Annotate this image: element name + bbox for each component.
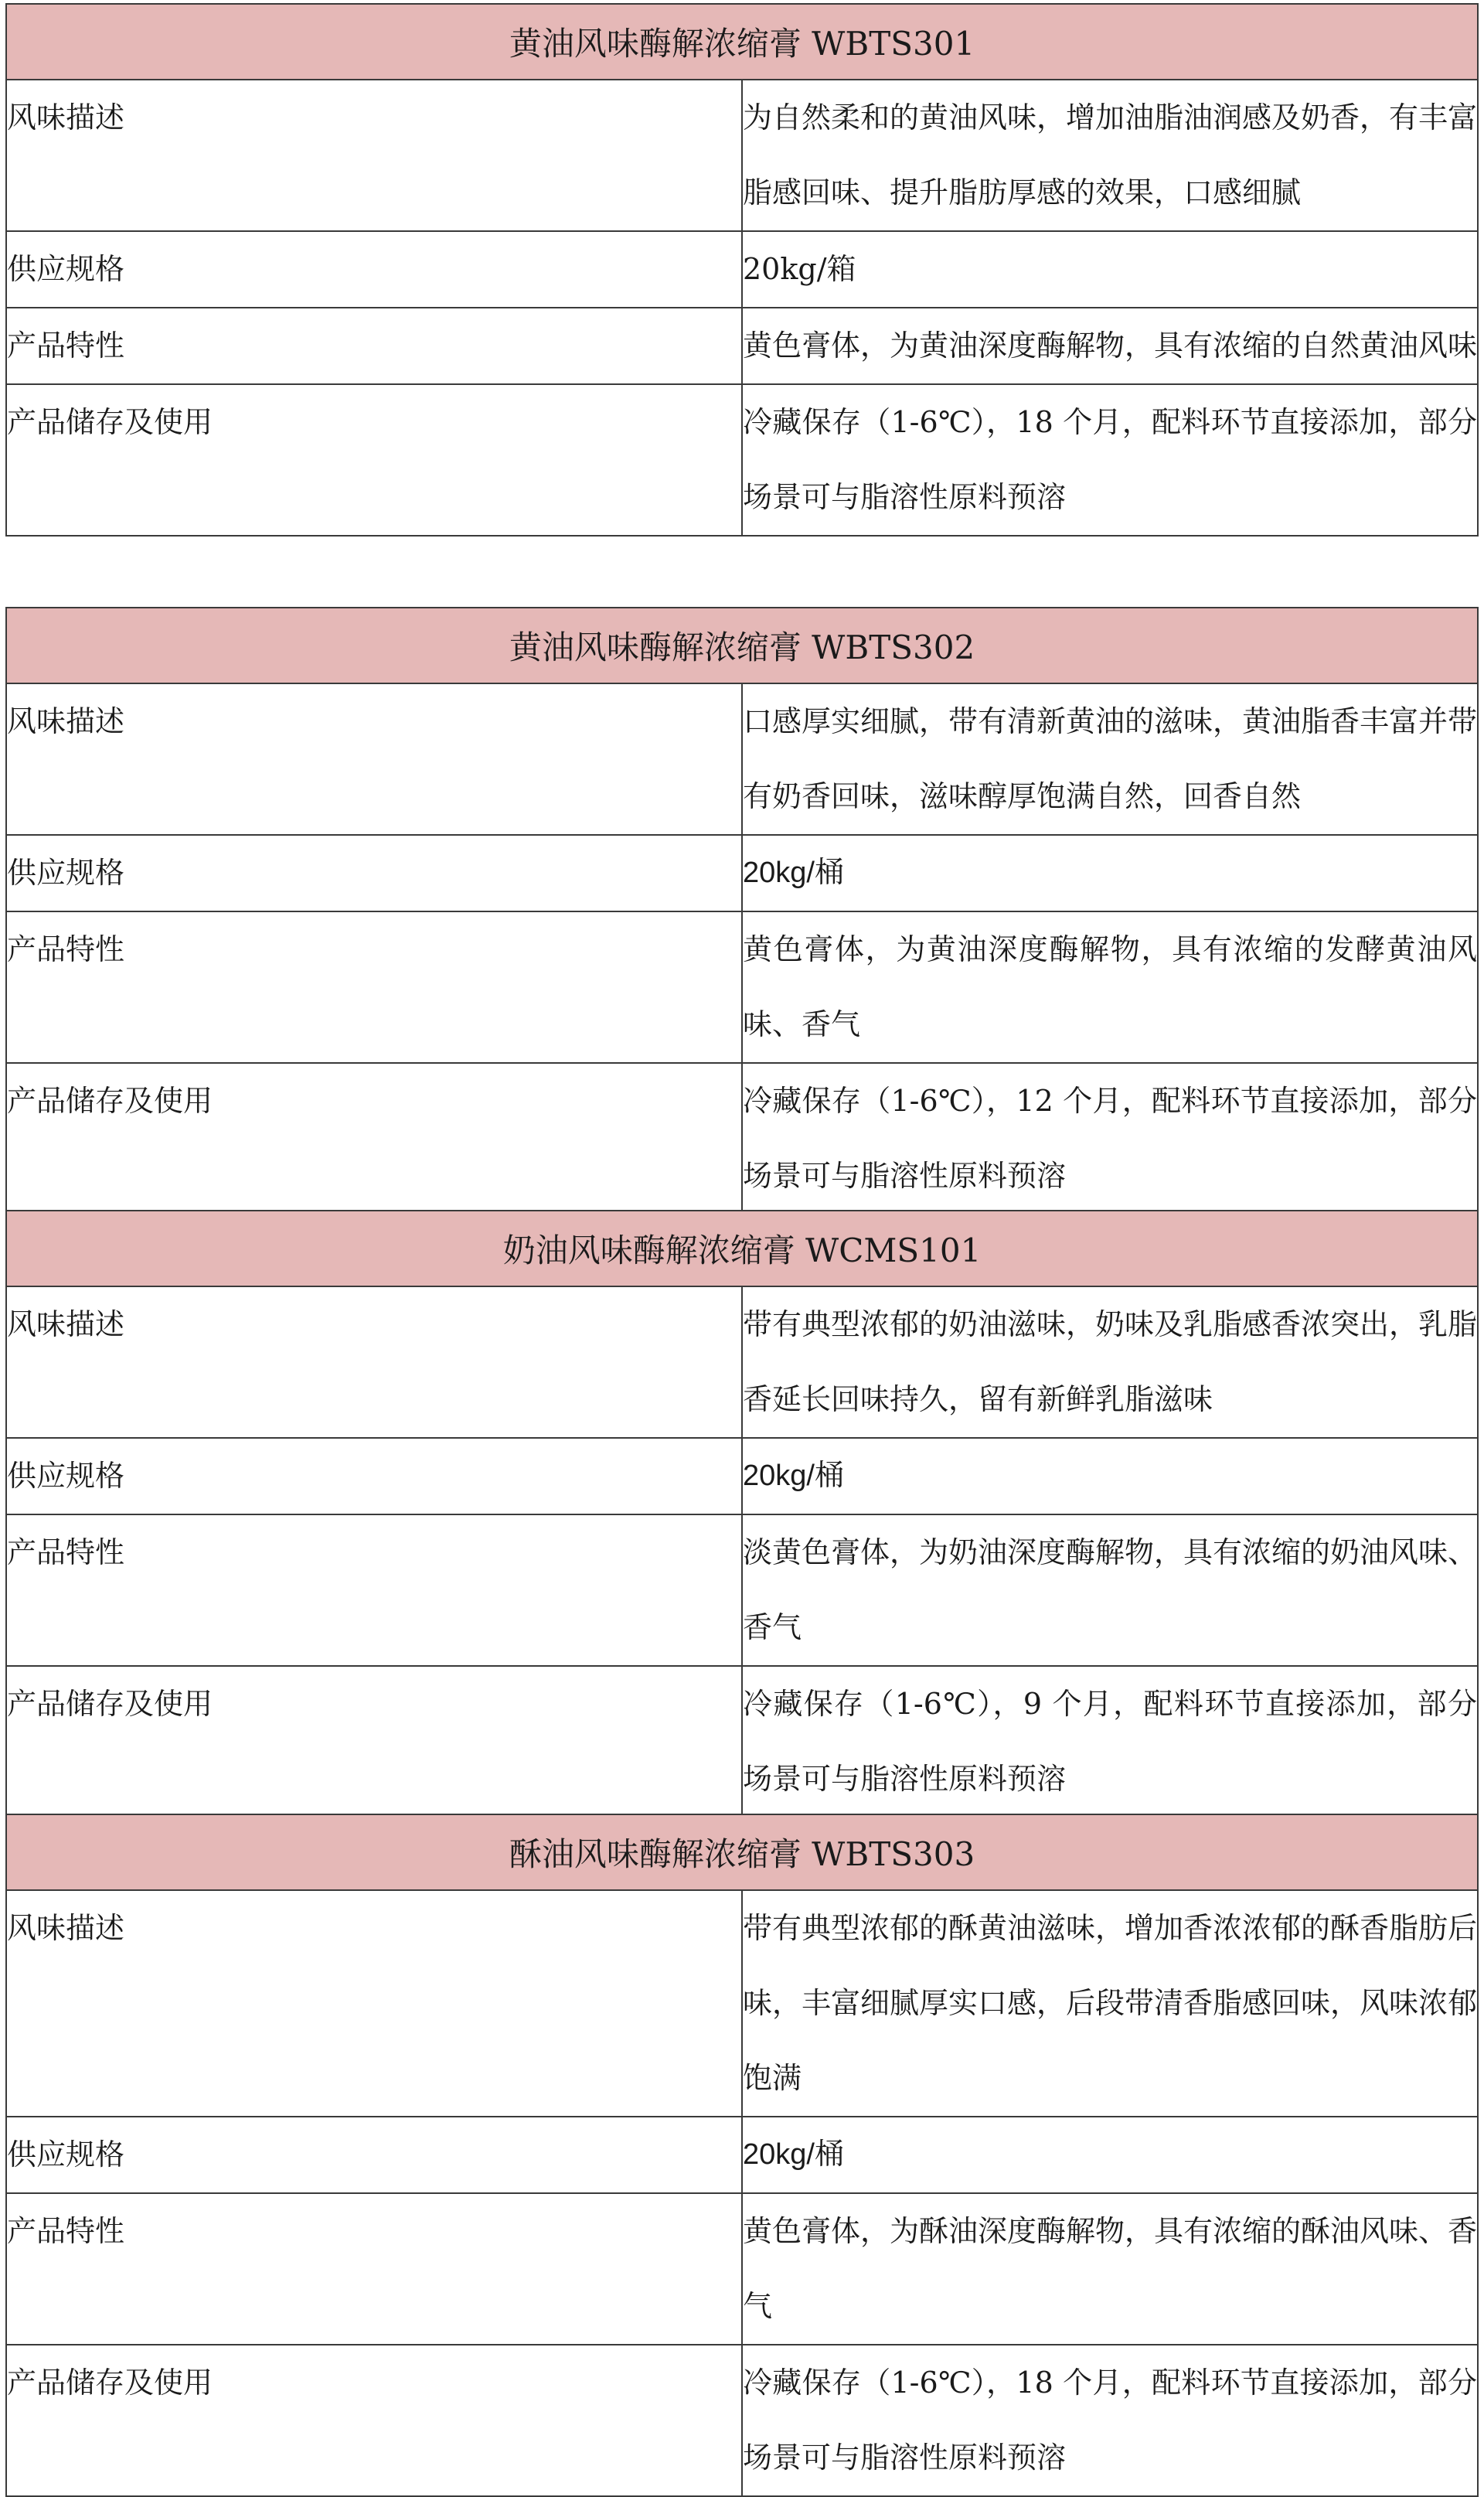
flavor-value: 为自然柔和的黄油风味，增加油脂油润感及奶香，有丰富脂感回味、提升脂肪厚感的效果，口感细腻 [742,80,1478,231]
flavor-label: 风味描述 [6,80,742,231]
spec-value: 20kg/桶 [742,835,1478,911]
flavor-value: 带有典型浓郁的奶油滋味，奶味及乳脂感香浓突出，乳脂香延长回味持久，留有新鲜乳脂滋味 [742,1286,1478,1438]
feature-value: 黄色膏体，为黄油深度酶解物，具有浓缩的发酵黄油风味、香气 [742,911,1478,1063]
spec-value: 20kg/箱 [742,231,1478,308]
feature-value: 淡黄色膏体，为奶油深度酶解物，具有浓缩的奶油风味、香气 [742,1514,1478,1666]
product-title: 黄油风味酶解浓缩膏 WBTS301 [6,4,1478,80]
spec-label: 供应规格 [6,835,742,911]
storage-label: 产品储存及使用 [6,2345,742,2496]
product-title: 奶油风味酶解浓缩膏 WCMS101 [6,1211,1478,1286]
spec-value: 20kg/桶 [742,1438,1478,1514]
storage-value: 冷藏保存（1-6℃），18 个月，配料环节直接添加，部分场景可与脂溶性原料预溶 [742,2345,1478,2496]
storage-value: 冷藏保存（1-6℃），9 个月，配料环节直接添加，部分场景可与脂溶性原料预溶 [742,1666,1478,1817]
flavor-value: 口感厚实细腻，带有清新黄油的滋味，黄油脂香丰富并带有奶香回味，滋味醇厚饱满自然，回香自然 [742,683,1478,835]
flavor-value: 带有典型浓郁的酥黄油滋味，增加香浓浓郁的酥香脂肪后味，丰富细腻厚实口感，后段带清香脂感回味，风味浓郁饱满 [742,1890,1478,2117]
feature-label: 产品特性 [6,911,742,1063]
spec-label: 供应规格 [6,231,742,308]
feature-label: 产品特性 [6,2193,742,2345]
product-title: 酥油风味酶解浓缩膏 WBTS303 [6,1814,1478,1890]
product-title: 黄油风味酶解浓缩膏 WBTS302 [6,608,1478,683]
product-table-wbts301 [5,3,1479,537]
flavor-label: 风味描述 [6,683,742,835]
feature-value: 黄色膏体，为黄油深度酶解物，具有浓缩的自然黄油风味 [742,308,1478,384]
spec-label: 供应规格 [6,1438,742,1514]
product-table-wbts303 [5,1814,1479,2497]
storage-value: 冷藏保存（1-6℃），18 个月，配料环节直接添加，部分场景可与脂溶性原料预溶 [742,384,1478,536]
storage-label: 产品储存及使用 [6,1063,742,1214]
flavor-label: 风味描述 [6,1890,742,2117]
feature-label: 产品特性 [6,1514,742,1666]
spec-label: 供应规格 [6,2117,742,2193]
storage-label: 产品储存及使用 [6,1666,742,1817]
storage-label: 产品储存及使用 [6,384,742,536]
feature-value: 黄色膏体，为酥油深度酶解物，具有浓缩的酥油风味、香气 [742,2193,1478,2345]
storage-value: 冷藏保存（1-6℃），12 个月，配料环节直接添加，部分场景可与脂溶性原料预溶 [742,1063,1478,1214]
product-table-wcms101 [5,1210,1479,1818]
product-table-wbts302 [5,607,1479,1215]
flavor-label: 风味描述 [6,1286,742,1438]
feature-label: 产品特性 [6,308,742,384]
spec-value: 20kg/桶 [742,2117,1478,2193]
